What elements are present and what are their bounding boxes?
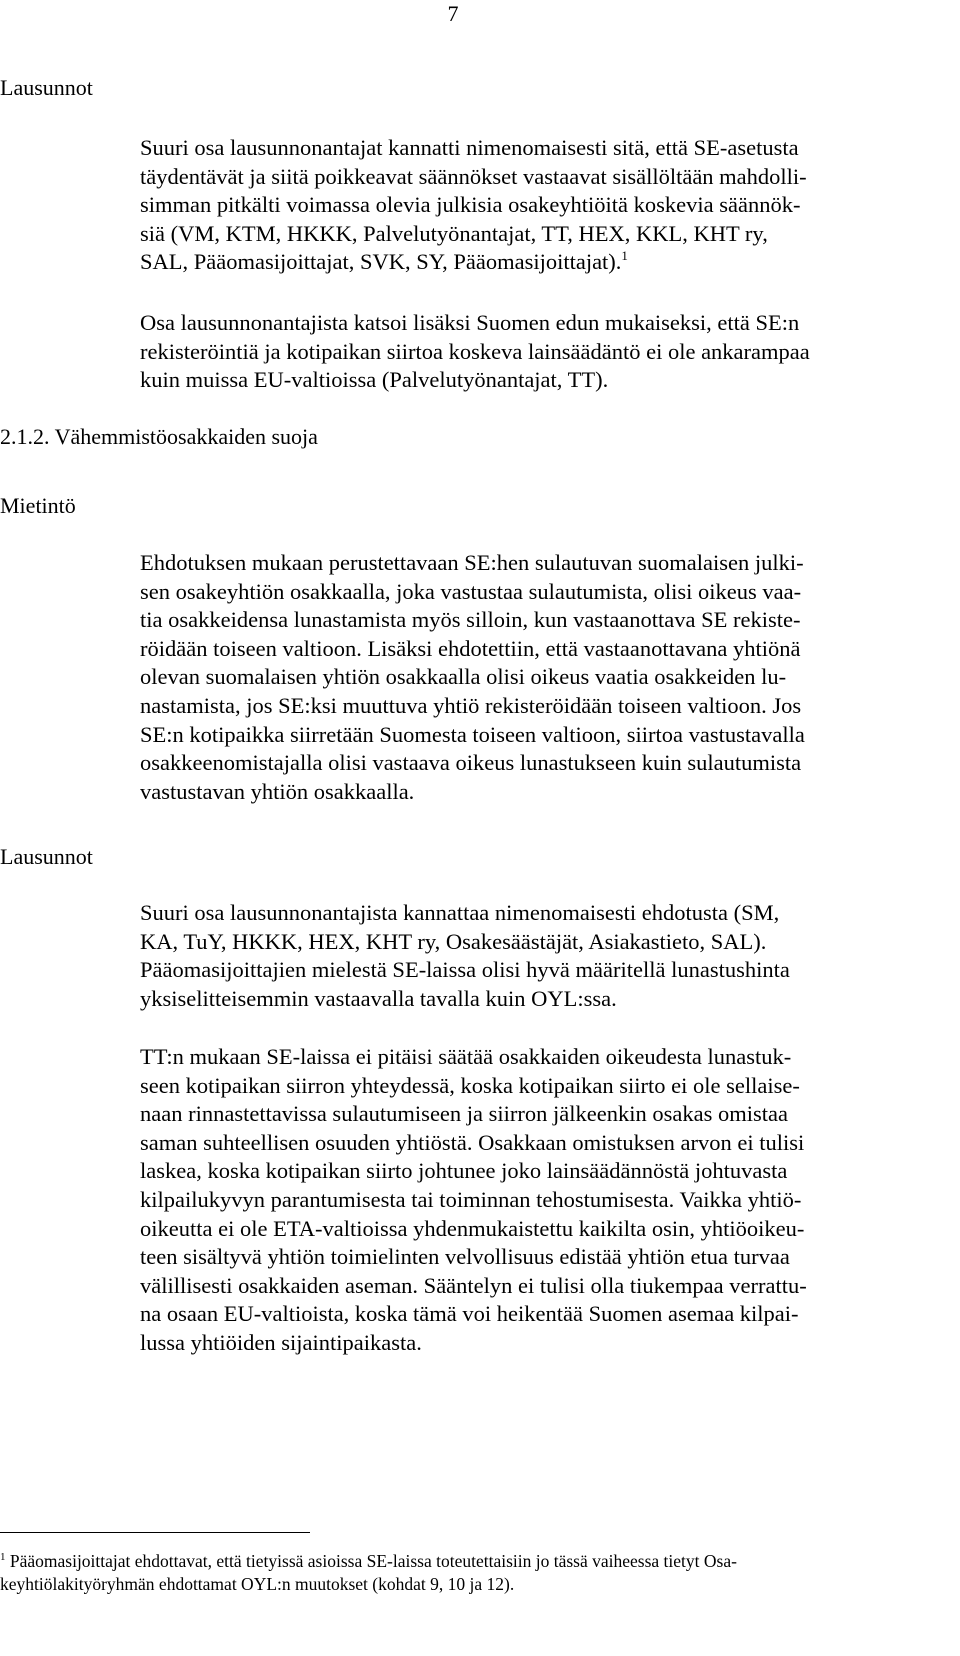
footnote-line-1 xyxy=(0,1550,912,1573)
text-line: sen osakeyhtiön osakkaalla, joka vastustaa sulautumista, olisi oikeus vaa- xyxy=(140,578,802,604)
text-line: KA, TuY, HKKK, HEX, KHT ry, Osakesäästäjät, Asiakastieto, SAL). xyxy=(140,928,767,954)
text-line: na osaan EU-valtioista, koska tämä voi heikentää Suomen asemaa kilpai- xyxy=(140,1301,799,1327)
footnote-reference: 1 xyxy=(621,248,628,264)
paragraph-lausunnot-3 xyxy=(140,899,910,1013)
text-line: osakkeenomistajalla olisi vastaava oikeus lunastukseen kuin sulautumista xyxy=(140,750,802,776)
text-line: Suuri osa lausunnonantajat kannatti nimenomaisesti sitä, että SE-asetusta xyxy=(140,135,799,160)
text-line: TT:n mukaan SE-laissa ei pitäisi säätää osakkaiden oikeudesta lunastuk- xyxy=(140,1044,792,1069)
text-line: Ehdotuksen mukaan perustettavaan SE:hen sulautuvan suomalaisen julki- xyxy=(140,550,804,575)
text-line: siä (VM, KTM, HKKK, Palvelutyönantajat, TT, HEX, KKL, KHT ry, xyxy=(140,220,768,246)
footnote-text: Pääomasijoittajat ehdottavat, että tietyissä asioissa SE-laissa toteutettaisiin jo tässä vaiheessa tietyt Osa- xyxy=(9,1551,737,1571)
footnote-line-2: keyhtiölakityöryhmän ehdottamat OYL:n muutokset (kohdat 9, 10 ja 12). xyxy=(0,1574,515,1594)
text-line: Suuri osa lausunnonantajista kannattaa nimenomaisesti ehdotusta (SM, xyxy=(140,900,780,925)
text-line: vastustavan yhtiön osakkaalla. xyxy=(140,778,415,804)
paragraph-mietinto xyxy=(140,549,910,806)
text-line: naan rinnastettavissa sulautumiseen ja siirron jälkeenkin osakas omistaa xyxy=(140,1101,788,1127)
mietinto-heading: Mietintö xyxy=(0,493,76,518)
text-line: saman suhteellisen osuuden yhtiöstä. Osakkaan omistuksen arvon ei tulisi xyxy=(140,1129,805,1155)
text-fragment: SAL, Pääomasijoittajat, SVK, SY, Pääomasijoittajat). xyxy=(140,249,622,275)
text-line: teen sisältyvä yhtiön toimielinten velvollisuus edistää yhtiön etua turvaa xyxy=(140,1244,790,1270)
text-line: lussa yhtiöiden sijaintipaikasta. xyxy=(140,1329,422,1355)
text-line: yksiselitteisemmin vastaavalla tavalla kuin OYL:ssa. xyxy=(140,985,617,1011)
text-line: laskea, koska kotipaikan siirto johtunee joko lainsäädännöstä johtuvasta xyxy=(140,1158,788,1184)
text-line: simman pitkälti voimassa olevia julkisia osakeyhtiöitä koskevia säännök- xyxy=(140,192,801,218)
text-line: rekisteröintiä ja kotipaikan siirtoa koskeva lainsäädäntö ei ole ankarampaa xyxy=(140,338,810,364)
text-line: nastamista, jos SE:ksi muuttuva yhtiö rekisteröidään toiseen valtioon. Jos xyxy=(140,692,802,718)
text-line: Pääomasijoittajien mielestä SE-laissa olisi hyvä määritellä lunastushinta xyxy=(140,957,790,983)
text-line: kilpailukyvyn parantumisesta tai toiminnan tehostumisesta. Vaikka yhtiö- xyxy=(140,1186,802,1212)
page-number: 7 xyxy=(447,1,459,26)
lausunnot-heading-2: Lausunnot xyxy=(0,844,93,869)
text-line: seen kotipaikan siirron yhteydessä, koska kotipaikan siirto ei ole sellaise- xyxy=(140,1072,800,1098)
text-line: tia osakkeidensa lunastamista myös silloin, kun vastaanottava SE rekiste- xyxy=(140,607,801,633)
section-heading-2-1-2: 2.1.2. Vähemmistöosakkaiden suoja xyxy=(0,424,318,449)
text-line: kuin muissa EU-valtioissa (Palvelutyönantajat, TT). xyxy=(140,367,609,393)
text-line: välillisesti osakkaiden aseman. Sääntelyn ei tulisi olla tiukempaa verrattu- xyxy=(140,1272,807,1298)
text-line-last xyxy=(140,248,910,277)
text-line: Osa lausunnonantajista katsoi lisäksi Suomen edun mukaiseksi, että SE:n xyxy=(140,310,800,335)
text-line: olevan suomalaisen yhtiön osakkaalla olisi oikeus vaatia osakkeiden lu- xyxy=(140,664,787,690)
footnote-separator xyxy=(0,1532,310,1533)
paragraph-lausunnot-2 xyxy=(140,309,910,395)
paragraph-lausunnot-4 xyxy=(140,1043,910,1358)
footnote xyxy=(0,1550,912,1596)
text-line: röidään toiseen valtioon. Lisäksi ehdotettiin, että vastaanottavana yhtiönä xyxy=(140,635,801,661)
text-line: täydentävät ja siitä poikkeavat säännökset vastaavat sisällöltään mahdolli- xyxy=(140,163,807,189)
footnote-marker: 1 xyxy=(0,1551,6,1563)
paragraph-lausunnot-1 xyxy=(140,134,910,277)
text-line: SE:n kotipaikka siirretään Suomesta toiseen valtioon, siirtoa vastustavalla xyxy=(140,721,805,747)
lausunnot-heading-1: Lausunnot xyxy=(0,75,93,100)
text-line: oikeutta ei ole ETA-valtioissa yhdenmukaistettu kaikilta osin, yhtiöoikeu- xyxy=(140,1215,805,1241)
